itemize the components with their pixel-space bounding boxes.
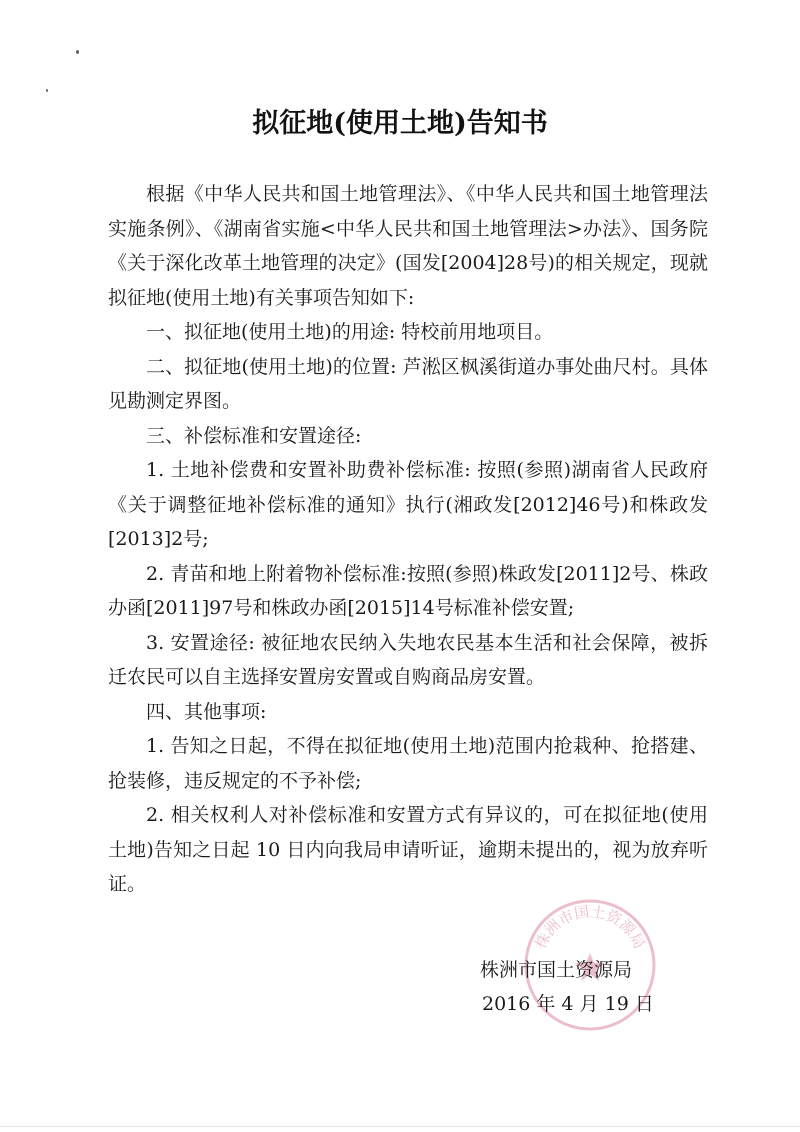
scan-speck (76, 50, 79, 54)
paragraph-purpose: 一、拟征地(使用土地)的用途: 特校前用地项目。 (146, 321, 554, 343)
paragraph-compensation-2: 2. 青苗和地上附着物补偿标准:按照(参照)株政发[2011]2号、株政办函[2011]97号和株政办函[2015]14号标准补偿安置; (108, 562, 708, 619)
document-body (108, 177, 708, 902)
signature-block (470, 953, 690, 1021)
paragraph-section-other: 四、其他事项: (146, 700, 267, 723)
document-title: 拟征地(使用土地)告知书 (252, 108, 548, 139)
paragraph-other-1: 1. 告知之日起，不得在拟征地(使用土地)范围内抢栽种、抢搭建、抢装修，违反规定的不予补偿; (108, 735, 708, 792)
signature-date: 2016 年 4 月 19 日 (482, 993, 654, 1015)
scan-speck (46, 89, 48, 92)
seal-text: 株洲市国土资源局 (531, 902, 649, 952)
paragraph-section-compensation: 三、补偿标准和安置途径: (146, 424, 362, 447)
scan-edge-line (0, 1126, 800, 1127)
signature-org: 株洲市国土资源局 (480, 959, 633, 981)
paragraph-other-2: 2. 相关权利人对补偿标准和安置方式有异议的，可在拟征地(使用土地)告知之日起 10 日内向我局申请听证，逾期未提出的，视为放弃听证。 (108, 804, 708, 895)
paragraph-intro: 根据《中华人民共和国土地管理法》、《中华人民共和国土地管理法实施条例》、《湖南省实施<中华人民共和国土地管理法>办法》、国务院《关于深化改革土地管理的决定》(国发[2004]28号)的相关规定，现就拟征地(使用土地)有关事项告知如下: (108, 183, 708, 309)
paragraph-compensation-3: 3. 安置途径: 被征地农民纳入失地农民基本生活和社会保障，被拆迁农民可以自主选择安置房安置或自购商品房安置。 (108, 631, 708, 688)
paragraph-location: 二、拟征地(使用土地)的位置: 芦淞区枫溪街道办事处曲尺村。具体见勘测定界图。 (108, 355, 708, 412)
paragraph-compensation-1: 1. 土地补偿费和安置补助费补偿标准: 按照(参照)湖南省人民政府《关于调整征地补偿标准的通知》执行(湘政发[2012]46号)和株政发[2013]2号; (108, 459, 708, 550)
